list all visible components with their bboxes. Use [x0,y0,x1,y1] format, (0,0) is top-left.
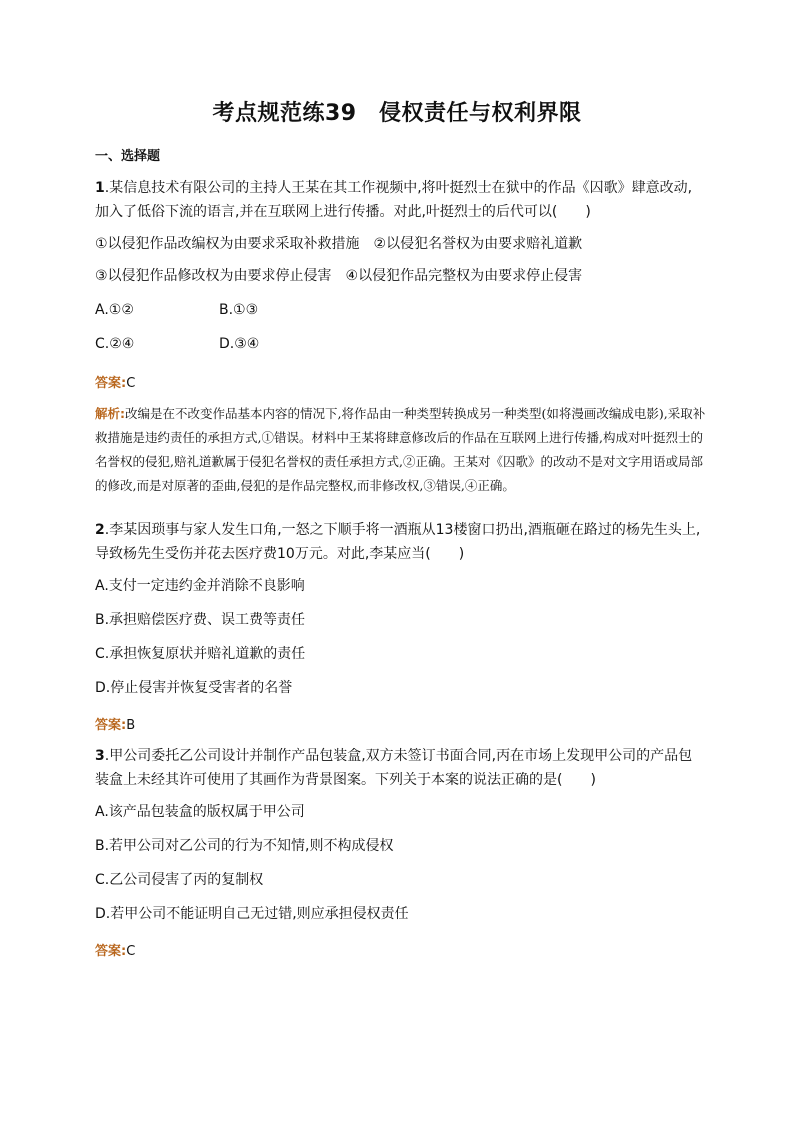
question-2-stem [95,518,705,566]
question-3-option-d: D.若甲公司不能证明自己无过错,则应承担侵权责任 [95,906,409,922]
question-1-answer [95,372,135,391]
answer-value: B [126,718,136,733]
question-3-stem [95,744,705,792]
explanation-label: 解析: [95,406,125,421]
question-3-text: .甲公司委托乙公司设计并制作产品包装盒,双方未签订书面合同,丙在市场上发现甲公司的产品包装盒上未经其许可使用了其画作为背景图案。下列关于本案的说法正确的是( ) [95,748,693,788]
question-3-answer [95,940,135,959]
question-2-option-a: A.支付一定违约金并消除不良影响 [95,578,305,594]
question-3-option-c: C.乙公司侵害了丙的复制权 [95,872,264,888]
question-2-option-b: B.承担赔偿医疗费、误工费等责任 [95,612,306,628]
question-1-number: 1 [95,180,105,196]
question-2-option-d: D.停止侵害并恢复受害者的名誉 [95,680,293,696]
answer-value: C [126,376,136,391]
question-1-option-b: B.①③ [219,302,259,318]
question-3-option-a: A.该产品包装盒的版权属于甲公司 [95,804,305,820]
question-3-number: 3 [95,748,105,764]
explanation-text: 改编是在不改变作品基本内容的情况下,将作品由一种类型转换成另一种类型(如将漫画改编成电影),采取补救措施是违约责任的承担方式,①错误。材料中王某将肆意修改后的作品在互联网上进行传播,构成对叶挺烈士的名誉权的侵犯,赔礼道歉属于侵犯名誉权的责任承担方式,②正确。王某对《囚歌》的改动不是对文字用语或局部的修改,而是对原著的歪曲,侵犯的是作品完整权,而非修改权,③错误,④正确。 [95,406,706,493]
section-heading: 一、选择题 [95,149,161,164]
answer-label: 答案: [95,376,127,391]
question-1-explanation [95,402,707,498]
question-2-text: .李某因琐事与家人发生口角,一怒之下顺手将一酒瓶从13楼窗口扔出,酒瓶砸在路过的杨先生头上,导致杨先生受伤并花去医疗费10万元。对此,李某应当( ) [95,522,701,562]
question-1-statements-2: ③以侵犯作品修改权为由要求停止侵害 ④以侵犯作品完整权为由要求停止侵害 [95,268,583,284]
question-1-option-a: A.①② [95,302,134,318]
question-2-answer [95,714,135,733]
question-2-option-c: C.承担恢复原状并赔礼道歉的责任 [95,646,306,662]
question-2-number: 2 [95,522,105,538]
question-3-option-b: B.若甲公司对乙公司的行为不知情,则不构成侵权 [95,838,394,854]
page-title: 考点规范练39 侵权责任与权利界限 [212,101,582,126]
question-1-text: .某信息技术有限公司的主持人王某在其工作视频中,将叶挺烈士在狱中的作品《囚歌》肆意改动,加入了低俗下流的语言,并在互联网上进行传播。对此,叶挺烈士的后代可以( ) [95,180,693,220]
question-1-stem [95,176,705,224]
question-1-statements-1: ①以侵犯作品改编权为由要求采取补救措施 ②以侵犯名誉权为由要求赔礼道歉 [95,236,583,252]
answer-label: 答案: [95,718,127,733]
answer-value: C [126,944,136,959]
question-1-option-d: D.③④ [219,336,260,352]
answer-label: 答案: [95,944,127,959]
question-1-option-c: C.②④ [95,336,135,352]
